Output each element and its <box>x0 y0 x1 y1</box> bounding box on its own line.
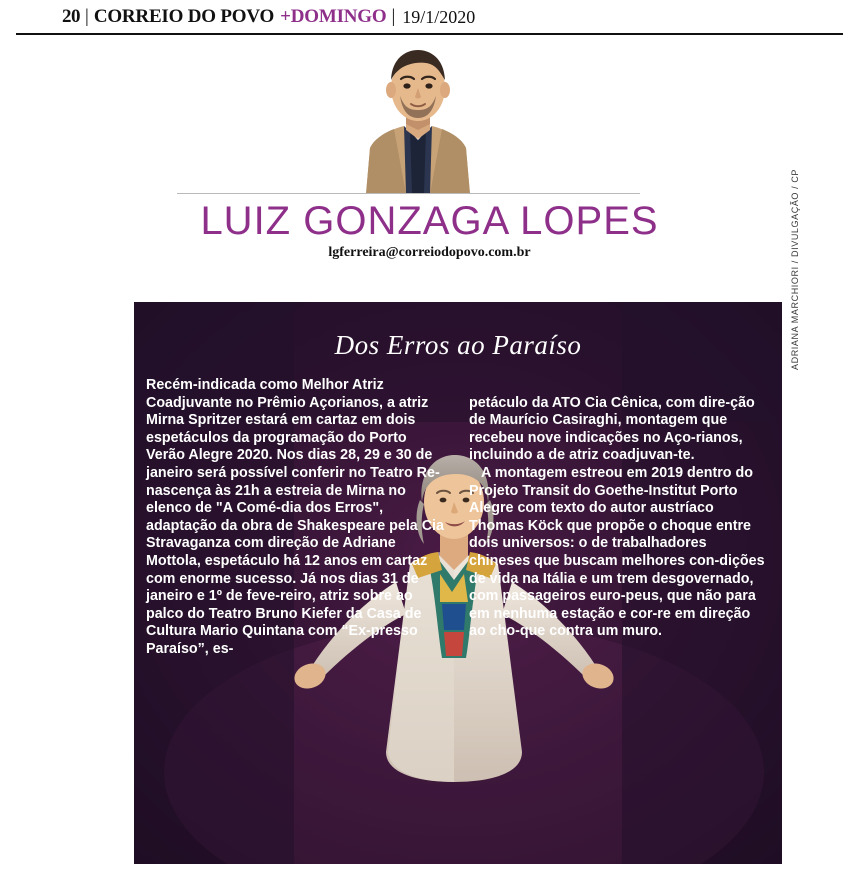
masthead-date-separator: | <box>391 6 396 27</box>
masthead-divider <box>16 33 843 35</box>
masthead-separator: | <box>85 6 89 27</box>
article-card <box>134 302 782 864</box>
article-column-right <box>469 377 769 659</box>
columnist-name: LUIZ GONZAGA LOPES <box>200 199 659 243</box>
page-number: 20 <box>62 6 80 27</box>
article-column-left: Recém-indicada como Melhor Atriz Coadjuvante no Prêmio Açorianos, a atriz Mirna Spritzer estará em cartaz em dois espetáculos da programação do Porto Verão Alegre 2020. Nos dias 28, 29 e 30 de janeiro será possível conferir no Teatro Re-nascença às 21h a estreia de Mirna no elenco de "A Comé-dia dos Erros", adaptação da obra de Shakespeare pela Cia Stravaganza com direção de Adriane Mottola, espetáculo há 12 anos em cartaz com enorme sucesso. Já nos dias 31 de janeiro e 1º de feve-reiro, atriz sobre ao palco do Teatro Bruno Kiefer da Casa de Cultura Mario Quintana com “Ex-presso Paraíso”, es- <box>146 377 444 657</box>
issue-date: 19/1/2020 <box>402 6 476 27</box>
photo-credit: ADRIANA MARCHIORI / DIVULGAÇÃO / CP <box>790 168 800 370</box>
byline-divider <box>177 193 640 194</box>
article-column-right-p1: petáculo da ATO Cia Cênica, com dire-ção de Maurício Casiraghi, montagem que recebeu nove indicações no Aço-rianos, incluindo a de atriz coadjuvan-te. <box>469 394 755 464</box>
columnist-email: lgferreira@correiodopovo.com.br <box>328 245 531 260</box>
portrait-illustration <box>318 44 518 194</box>
supplement-title: +DOMINGO <box>280 6 387 27</box>
columnist-portrait <box>318 44 518 194</box>
article-title: Dos Erros ao Paraíso <box>334 330 582 360</box>
publication-title: CORREIO DO POVO <box>93 6 275 27</box>
article-column-right-p2: A montagem estreou em 2019 dentro do Projeto Transit do Goethe-Institut Porto Alegre com texto do autor austríaco Thomas Köck que propõe o choque entre dois universos: o de trabalhadores chineses que buscam melhores con-dições de vida na Itália e um trem desgovernado, com passageiros euro-peus, que não para em nenhuma estação e cor-re em direção ao cho-que contra um muro. <box>469 464 765 640</box>
masthead <box>0 0 859 34</box>
